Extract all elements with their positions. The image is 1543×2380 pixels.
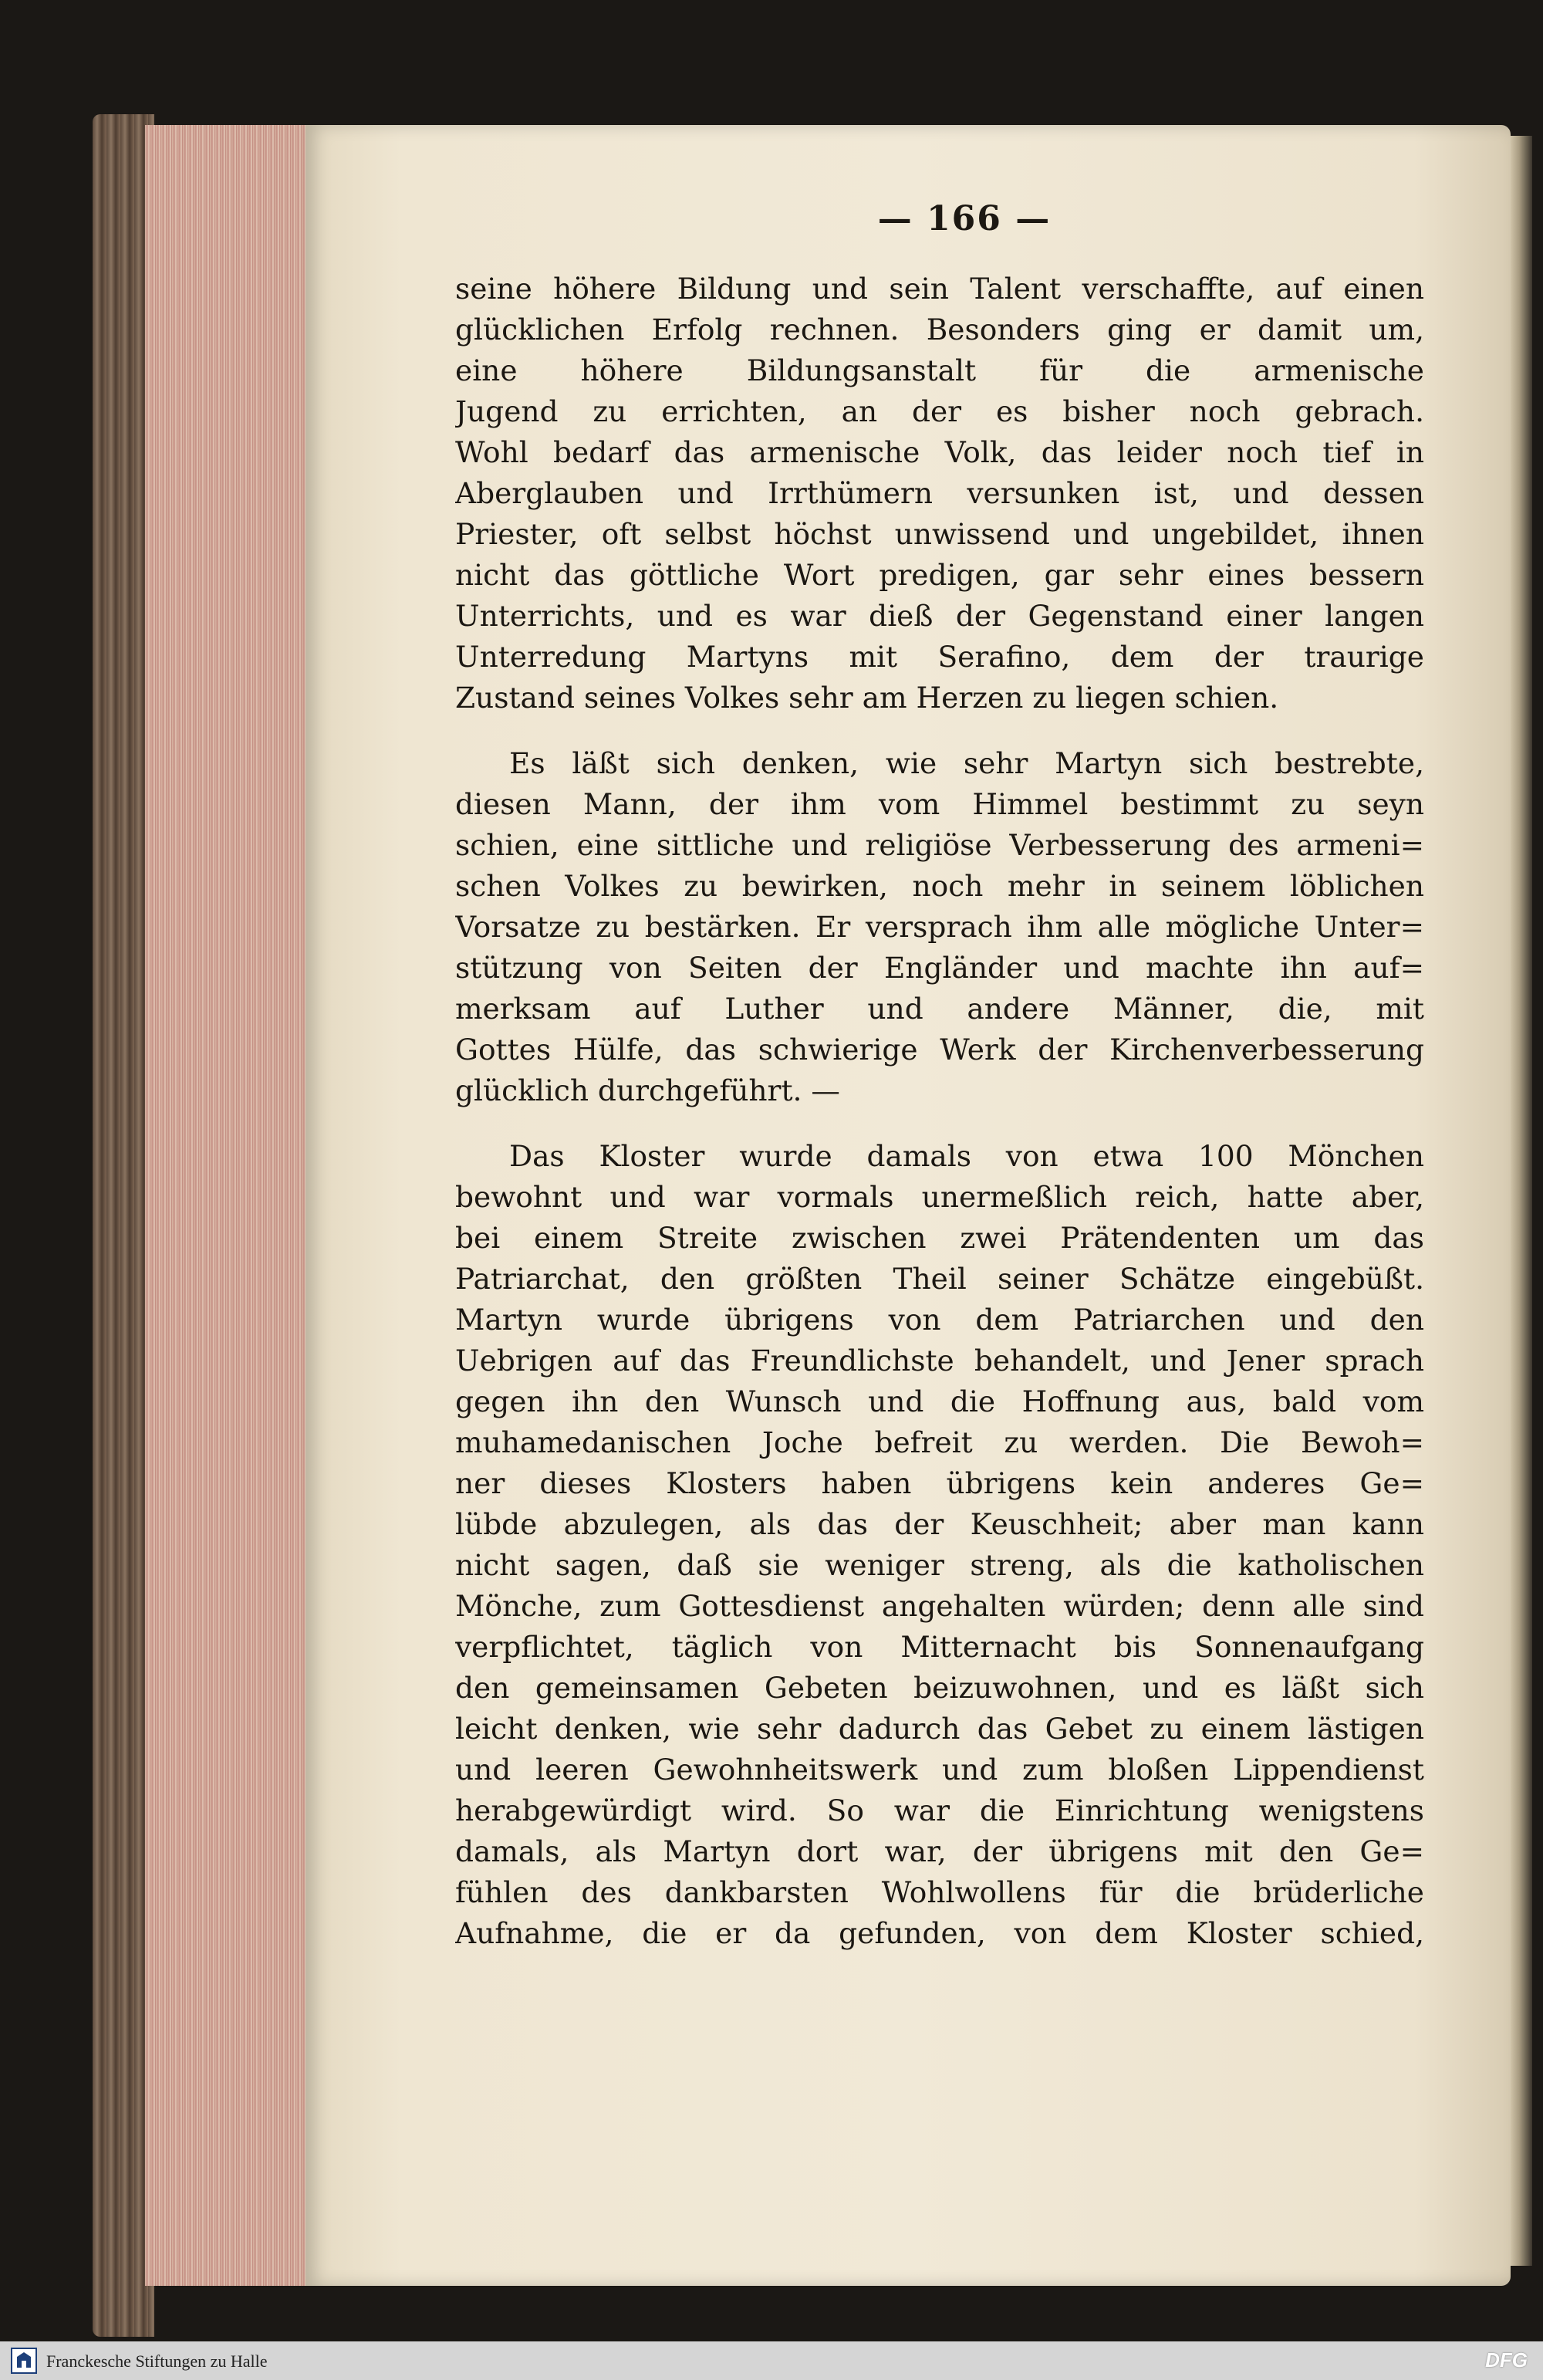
text-line: Unterrichts, und es war dieß der Gegenstand einer langen — [455, 599, 1424, 633]
text-line: muhamedanischen Joche befreit zu werden. Die Bewoh= — [455, 1425, 1424, 1459]
text-line: Patriarchat, den größten Theil seiner Schätze eingebüßt. — [455, 1262, 1424, 1296]
text-line: damals, als Martyn dort war, der übrigens mit den Ge= — [455, 1834, 1424, 1868]
text-line: glücklichen Erfolg rechnen. Besonders ging er damit um, — [455, 313, 1424, 347]
text-line: Jugend zu errichten, an der es bisher noch gebrach. — [455, 394, 1424, 428]
text-line: leicht denken, wie sehr dadurch das Gebet zu einem lästigen — [455, 1712, 1424, 1746]
paragraph-3 — [455, 1136, 1424, 1954]
text-line: Martyn wurde übrigens von dem Patriarchen und den — [455, 1303, 1424, 1337]
text-line: schien, eine sittliche und religiöse Verbesserung des armeni= — [455, 828, 1424, 862]
text-line: merksam auf Luther und andere Männer, die, mit — [455, 992, 1424, 1026]
text-line: herabgewürdigt wird. So war die Einrichtung wenigstens — [455, 1793, 1424, 1827]
text-line: stützung von Seiten der Engländer und machte ihn auf= — [455, 951, 1424, 985]
text-line: Gottes Hülfe, das schwierige Werk der Kirchenverbesserung — [455, 1033, 1424, 1067]
text-line: verpflichtet, täglich von Mitternacht bis Sonnenaufgang — [455, 1630, 1424, 1664]
text-line: Das Kloster wurde damals von etwa 100 Mönchen — [509, 1139, 1424, 1173]
text-line: Vorsatze zu bestärken. Er versprach ihm alle mögliche Unter= — [455, 910, 1424, 944]
institution-logo-icon — [9, 2346, 39, 2375]
text-line: Zustand seines Volkes sehr am Herzen zu liegen schien. — [455, 681, 1279, 715]
text-line: bei einem Streite zwischen zwei Prätendenten um das — [455, 1221, 1424, 1255]
text-line: fühlen des dankbarsten Wohlwollens für die brüderliche — [455, 1875, 1424, 1909]
text-line: gegen ihn den Wunsch und die Hoffnung aus, bald vom — [455, 1384, 1424, 1418]
text-line: den gemeinsamen Gebeten beizuwohnen, und es läßt sich — [455, 1671, 1424, 1705]
text-line: und leeren Gewohnheitswerk und zum bloßen Lippendienst — [455, 1753, 1424, 1787]
text-line: eine höhere Bildungsanstalt für die armenische — [455, 353, 1424, 387]
institution-name: Franckesche Stiftungen zu Halle — [46, 2351, 268, 2371]
text-line: schen Volkes zu bewirken, noch mehr in seinem löblichen — [455, 869, 1424, 903]
text-line: nicht das göttliche Wort predigen, gar sehr eines bessern — [455, 558, 1424, 592]
text-line: Aufnahme, die er da gefunden, von dem Kloster schied, — [455, 1916, 1424, 1950]
text-line: bewohnt und war vormals unermeßlich reich, hatte aber, — [455, 1180, 1424, 1214]
text-line: lübde abzulegen, als das der Keuschheit; aber man kann — [455, 1507, 1424, 1541]
text-line: ner dieses Klosters haben übrigens kein anderes Ge= — [455, 1466, 1424, 1500]
page-text — [455, 269, 1424, 1954]
paragraph-1 — [455, 269, 1424, 718]
page-stack-edges — [145, 125, 311, 2286]
page-right-curve — [1511, 136, 1532, 2266]
text-line: Unterredung Martyns mit Serafino, dem der traurige — [455, 640, 1424, 674]
text-line: Aberglauben und Irrthümern versunken ist, und dessen — [455, 476, 1424, 510]
text-line: glücklich durchgeführt. — — [455, 1073, 840, 1107]
text-line: diesen Mann, der ihm vom Himmel bestimmt zu seyn — [455, 787, 1424, 821]
text-line: Es läßt sich denken, wie sehr Martyn sich bestrebte, — [509, 746, 1424, 780]
text-line: Priester, oft selbst höchst unwissend und ungebildet, ihnen — [455, 517, 1424, 551]
text-line: Mönche, zum Gottesdienst angehalten würden; denn alle sind — [455, 1589, 1424, 1623]
paragraph-2 — [455, 743, 1424, 1111]
text-line: nicht sagen, daß sie weniger streng, als die katholischen — [455, 1548, 1424, 1582]
page-number: — 166 — — [877, 199, 1052, 238]
text-line: Uebrigen auf das Freundlichste behandelt, und Jener sprach — [455, 1344, 1424, 1378]
funder-logo: DFG — [1485, 2348, 1528, 2372]
text-line: seine höhere Bildung und sein Talent verschaffte, auf einen — [455, 272, 1424, 306]
text-line: Wohl bedarf das armenische Volk, das leider noch tief in — [455, 435, 1424, 469]
